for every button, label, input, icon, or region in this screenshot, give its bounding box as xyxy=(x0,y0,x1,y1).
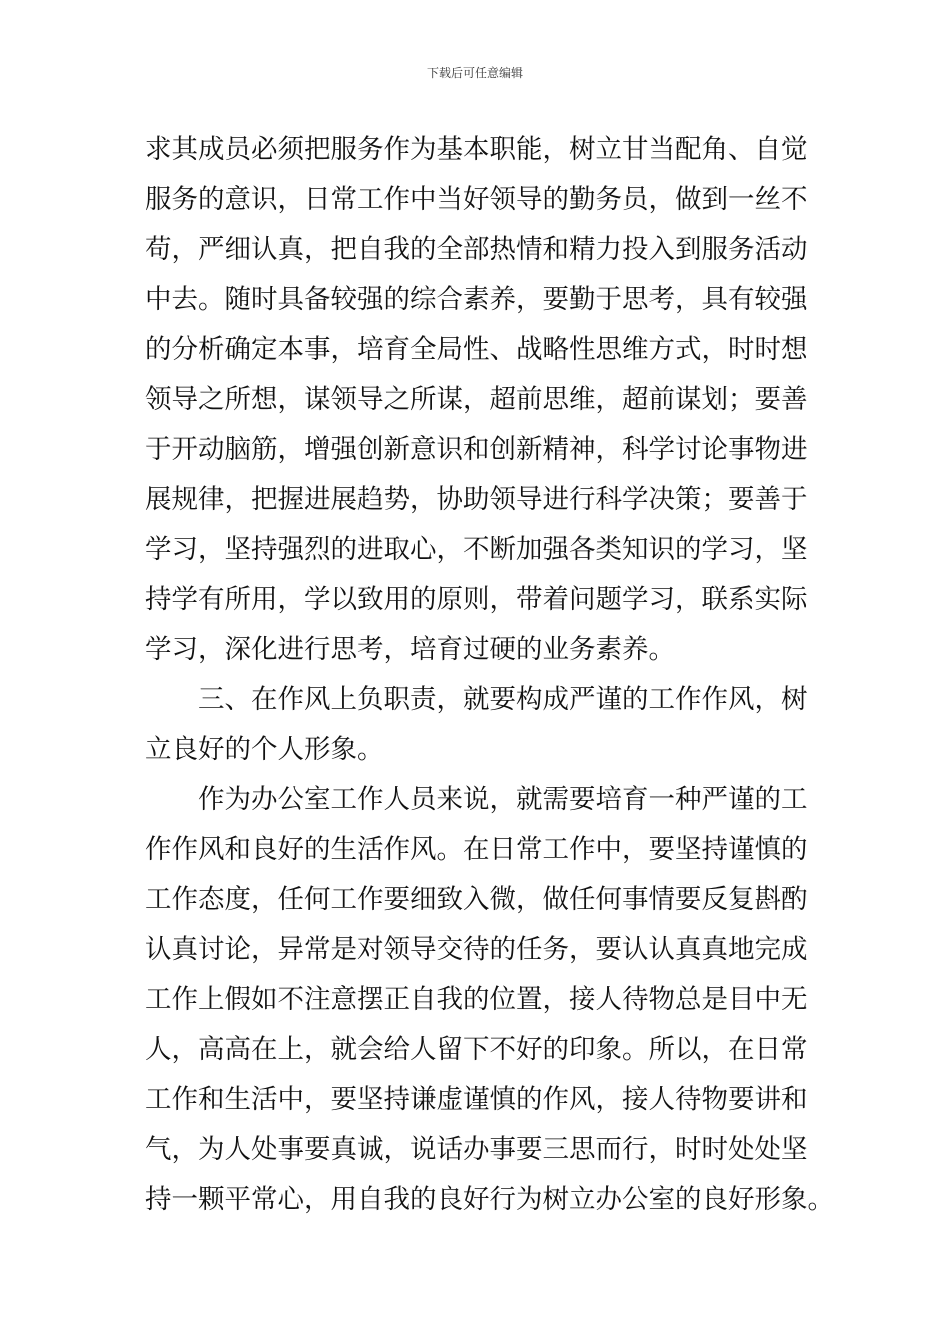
text-line: 作作风和良好的生活作风。在日常工作中，要坚持谨慎的 xyxy=(145,834,808,865)
section-heading-line: 立良好的个人形象。 xyxy=(145,734,384,765)
text-line: 工作和生活中，要坚持谦虚谨慎的作风，接人待物要讲和 xyxy=(145,1084,808,1115)
text-line: 学习，坚持强烈的进取心，不断加强各类知识的学习，坚 xyxy=(145,534,808,565)
text-line: 中去。随时具备较强的综合素养，要勤于思考，具有较强 xyxy=(145,284,808,315)
text-line: 展规律，把握进展趋势，协助领导进行科学决策；要善于 xyxy=(145,484,808,515)
text-line: 气，为人处事要真诚，说话办事要三思而行，时时处处坚 xyxy=(145,1134,808,1165)
text-line: 人，高高在上，就会给人留下不好的印象。所以，在日常 xyxy=(145,1034,808,1065)
text-line: 工作态度，任何工作要细致入微，做任何事情要反复斟酌 xyxy=(145,884,808,915)
text-line: 苟，严细认真，把自我的全部热情和精力投入到服务活动 xyxy=(145,234,808,265)
text-line: 认真讨论，异常是对领导交待的任务，要认认真真地完成 xyxy=(145,934,808,965)
text-line: 作为办公室工作人员来说，就需要培育一种严谨的工 xyxy=(198,784,808,815)
text-line: 学习，深化进行思考，培育过硬的业务素养。 xyxy=(145,634,675,665)
page-header: 下载后可任意编辑 xyxy=(426,66,523,80)
text-line: 持一颗平常心，用自我的良好行为树立办公室的良好形象。 xyxy=(145,1184,834,1215)
text-line: 持学有所用，学以致用的原则，带着问题学习，联系实际 xyxy=(145,584,808,615)
section-heading-line: 三、在作风上负职责，就要构成严谨的工作作风，树 xyxy=(198,684,808,715)
text-line: 工作上假如不注意摆正自我的位置，接人待物总是目中无 xyxy=(145,984,808,1015)
text-line: 于开动脑筋，增强创新意识和创新精神，科学讨论事物进 xyxy=(145,434,808,465)
text-line: 服务的意识，日常工作中当好领导的勤务员，做到一丝不 xyxy=(145,184,808,215)
text-line: 领导之所想，谋领导之所谋，超前思维，超前谋划；要善 xyxy=(145,384,808,415)
text-line: 的分析确定本事，培育全局性、战略性思维方式，时时想 xyxy=(145,334,808,365)
text-line: 求其成员必须把服务作为基本职能，树立甘当配角、自觉 xyxy=(145,134,808,165)
